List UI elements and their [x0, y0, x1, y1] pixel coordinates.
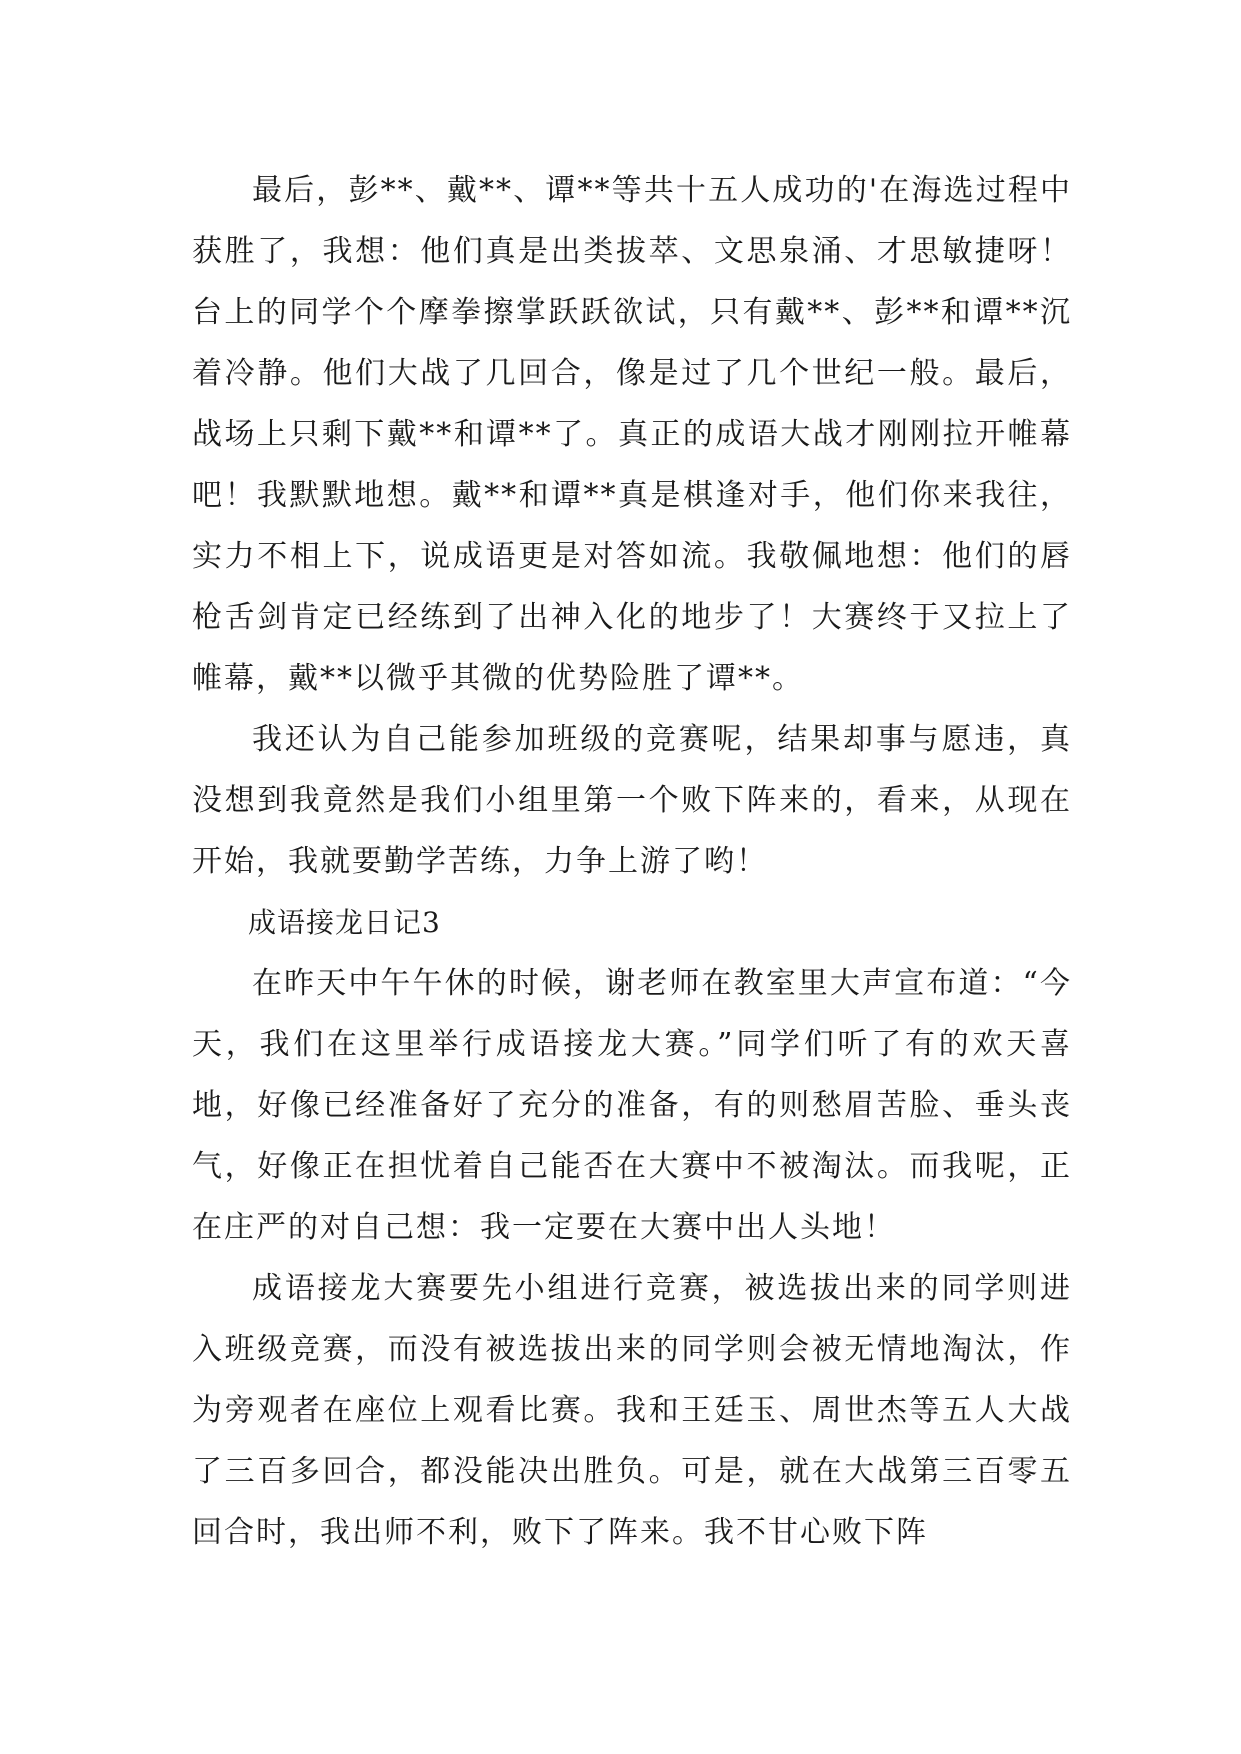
paragraph-4: 成语接龙大赛要先小组进行竞赛，被选拔出来的同学则进入班级竞赛，而没有被选拔出来的同学则会被无情地淘汰，作为旁观者在座位上观看比赛。我和王廷玉、周世杰等五人大战了三百多回合，都没能决出胜负。可是，就在大战第三百零五回合时，我出师不利，败下了阵来。我不甘心败下阵 — [192, 1271, 1072, 1550]
paragraph-2: 我还认为自己能参加班级的竞赛呢，结果却事与愿违，真没想到我竟然是我们小组里第一个败下阵来的，看来，从现在开始，我就要勤学苦练，力争上游了哟！ — [192, 722, 1072, 879]
document-body — [192, 160, 1072, 1563]
section-heading: 成语接龙日记3 — [248, 906, 441, 939]
paragraph-3: 在昨天中午午休的时候，谢老师在教室里大声宣布道：“今天，我们在这里举行成语接龙大赛。”同学们听了有的欢天喜地，好像已经准备好了充分的准备，有的则愁眉苦脸、垂头丧气，好像正在担忧着自己能否在大赛中不被淘汰。而我呢，正在庄严的对自己想：我一定要在大赛中出人头地！ — [192, 966, 1072, 1245]
paragraph-1: 最后，彭**、戴**、谭**等共十五人成功的'在海选过程中获胜了，我想：他们真是出类拔萃、文思泉涌、才思敏捷呀！台上的同学个个摩拳擦掌跃跃欲试，只有戴**、彭**和谭**沉着冷静。他们大战了几回合，像是过了几个世纪一般。最后，战场上只剩下戴**和谭**了。真正的成语大战才刚刚拉开帷幕吧！我默默地想。戴**和谭**真是棋逢对手，他们你来我往，实力不相上下，说成语更是对答如流。我敬佩地想：他们的唇枪舌剑肯定已经练到了出神入化的地步了！大赛终于又拉上了帷幕，戴**以微乎其微的优势险胜了谭**。 — [192, 173, 1072, 696]
